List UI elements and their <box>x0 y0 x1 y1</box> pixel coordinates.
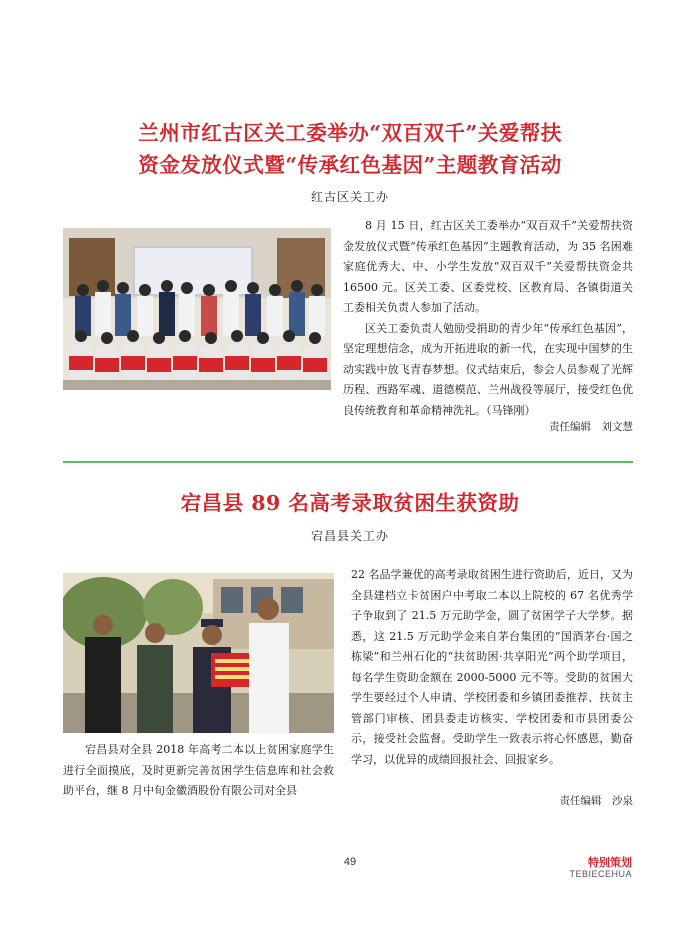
article1-editor: 责任编辑 刘文慧 <box>549 421 633 433</box>
page-number: 49 <box>343 856 357 868</box>
section-name: 特别策划 <box>588 856 632 869</box>
article1-title-line2: 资金发放仪式暨“传承红色基因”主题教育活动 <box>138 153 562 177</box>
article1-paragraph-2: 区关工委负责人勉励受捐助的青少年“传承红色基因”，坚定理想信念，成为开拓进取的新一代，在实现中国梦的生动实践中放飞青春梦想。仪式结束后，参会人员参观了光辉历程、西路军魂、道德模范、兰州战役等展厅，接受红色优良传统教育和革命精神洗礼。（马锋刚） <box>343 321 633 417</box>
article2-byline: 宕昌县关工办 <box>310 529 389 543</box>
article2-body-left <box>63 740 334 802</box>
article1-paragraph-1: 8 月 15 日，红古区关工委举办“双百双千”关爱帮扶资金发放仪式暨“传承红色基因”主题教育活动，为 35 名困难家庭优秀大、中、小学生发放“双百双千”关爱帮扶资金共 16500 元。区关工委、区委党校、区教育局、各镇街道关工委相关负责人参加了活动。 <box>343 219 633 314</box>
article2-photo <box>63 573 334 733</box>
article2-paragraph-right: 22 名品学兼优的高考录取贫困生进行资助后，近日，又为全县建档立卡贫困户中考取二本以上院校的 67 名优秀学子争取到了 21.5 万元助学金，圆了贫困学子大学梦。据悉，这 21.5 万元助学金来自茅台集团的“国酒茅台·国之栋梁”和兰州石化的“扶贫助困·共享阳光”两个助学项目，每名学生资助金额在 2000-5000 元不等。受助的贫困大学生要经过个人申请、学校团委和乡镇团委推荐、扶贫主管部门审核、团县委走访核实、学校团委和市县团委公示，接受社会监督。受助学生一致表示将心怀感恩，勤奋学习，以优异的成绩回报社会、回报家乡。 <box>351 568 633 766</box>
section-divider <box>63 461 633 463</box>
article1-byline: 红古区关工办 <box>310 190 389 204</box>
article2-body-right <box>351 565 633 770</box>
people-photo-icon <box>63 573 334 733</box>
article1-body <box>343 216 633 421</box>
article2-paragraph-left: 宕昌县对全县 2018 年高考二本以上贫困家庭学生进行全面摸底，及时更新完善贫困学生信息库和社会救助平台，继 8 月中旬金徽酒股份有限公司对全县 <box>63 743 334 797</box>
group-photo-icon <box>63 228 331 390</box>
article2-editor: 责任编辑 沙泉 <box>559 795 633 807</box>
section-name-pinyin: TEBIECEHUA <box>569 869 632 879</box>
article1-photo <box>63 228 331 390</box>
article2-title: 宕昌县 89 名高考录取贫困生获资助 <box>180 491 520 515</box>
article1-title-line1: 兰州市红古区关工委举办“双百双千”关爱帮扶 <box>138 121 562 145</box>
